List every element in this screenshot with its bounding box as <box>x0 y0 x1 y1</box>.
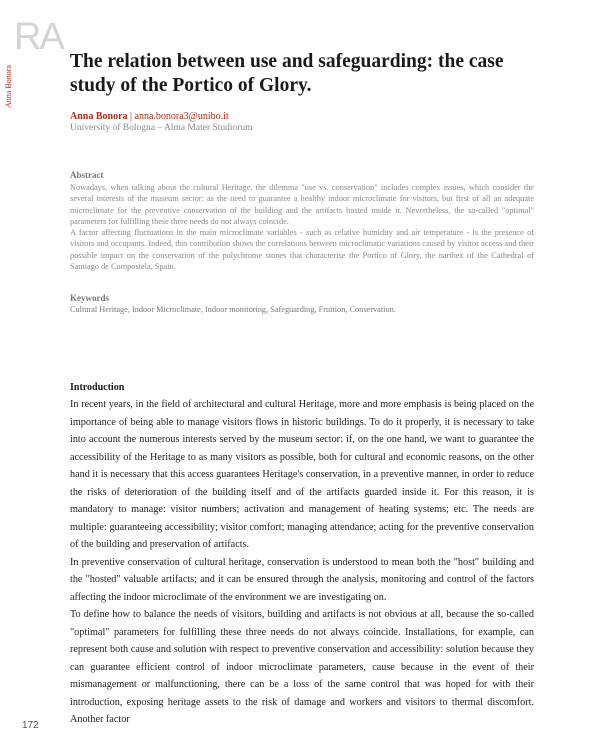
abstract-paragraph: Nowadays, when talking about the cultural Heritage, the dilemma "use vs. conservation" includes complex issues, which consider the several interests of the museum sector: as the need to guarantee a healthy indoor microclimate for visitors, but first of all an adequate microclimate for the preventive conservation of the building and the artifacts hosted inside it. Nevertheless, the so-called "optimal" parameters for fulfilling these three needs do not always coincide. <box>70 183 534 226</box>
abstract-heading: Abstract <box>70 170 104 180</box>
author-affiliation: University of Bologna – Alma Mater Studiorum <box>70 123 253 133</box>
paper-title: The relation between use and safeguarding: the case study of the Portico of Glory. <box>70 51 504 96</box>
running-author: Anna Bonora <box>4 65 13 108</box>
keywords-list: Cultural Heritage, Indoor Microclimate, Indoor monitoring, Safeguarding, Fruition, Conservation. <box>70 305 396 314</box>
abstract <box>70 182 534 272</box>
keywords-heading: Keywords <box>70 293 109 303</box>
body-paragraph: To define how to balance the needs of visitors, building and artifacts is not obvious at all, because the so-called "optimal" parameters for fulfilling these three needs do not always coincide. Installations, for example, can represent both cause and solution with respect to preventive conservation and accessibility: solution because they can guarantee efficient control of indoor microclimate parameters, cause because in the event of their mismanagement or malfunctioning, there can be a loss of the same control that was hoped for with their introduction, exposing heritage assets to the risk of damage and workers and visitors to thermal discomfort. Another factor <box>70 609 534 725</box>
author-name: Anna Bonora <box>70 111 128 122</box>
introduction-body <box>70 396 534 729</box>
abstract-paragraph: A factor affecting fluctuations in the main microclimate variables - such as relative humidity and air temperature - is the presence of visitors and occupants. Indeed, this contribution shows the correlations between microclimatic variations caused by visitor access and their possible impact on the conservation of the polychrome stones that characterise the Portico of Glory, the narthex of the Cathedral of Santiago de Compostela, Spain. <box>70 228 534 272</box>
introduction-heading: Introduction <box>70 382 125 393</box>
page-number: 172 <box>22 720 39 731</box>
author-email[interactable]: anna.bonora3@unibo.it <box>134 111 229 122</box>
author-separator: | <box>127 111 135 122</box>
body-paragraph: In recent years, in the field of architectural and cultural Heritage, more and more emphasis is being placed on the importance of being able to manage visitors flows in historic buildings. To do it properly, it is necessary to take into account the numerous interests served by the museum sector: if, on the one hand, we want to guarantee the accessibility of the Heritage to as many visitors as possible, both for cultural and economic reasons, on the other hand it is necessary that this access guarantees Heritage's conservation, in a preventive manner, in order to reduce the risks of deterioration of the building itself and of the artifacts guarded inside it. For this reason, it is mandatory to manage: visitor numbers; activation and management of heating systems; etc. The needs are multiple: guaranteeing accessibility; visitor comfort; managing attendance; acting for the preventive conservation of the building and preservation of artifacts. <box>70 399 534 550</box>
body-paragraph: In preventive conservation of cultural heritage, conservation is understood to mean both the "host" building and the "hosted" valuable artifacts; and it can be ensured through the analysis, monitoring and control of the factors affecting the indoor microclimate of the environment we are investigating on. <box>70 556 534 603</box>
journal-logo: RA <box>14 16 63 58</box>
author-line <box>70 111 229 122</box>
